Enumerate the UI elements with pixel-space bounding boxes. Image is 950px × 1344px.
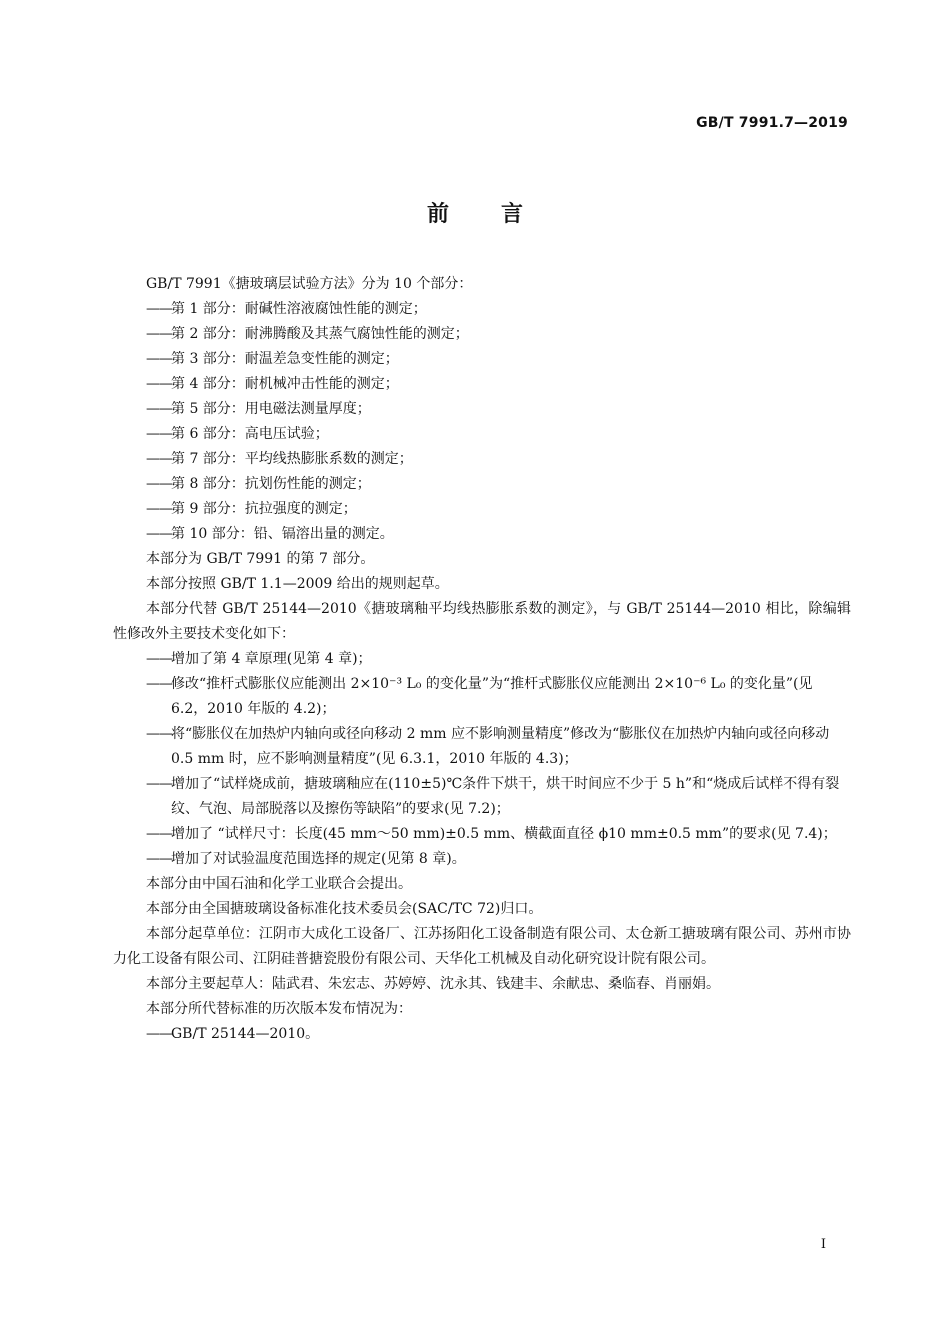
- dash-marker: ——: [146, 676, 172, 692]
- list-item-text: 第 6 部分：高电压试验；: [171, 426, 329, 442]
- dash-marker: ——: [146, 501, 172, 517]
- list-item: [113, 422, 851, 447]
- list-item: [113, 847, 851, 872]
- foreword-body: [113, 272, 851, 1047]
- dash-marker: ——: [146, 426, 172, 442]
- list-item: [113, 1022, 851, 1047]
- list-item-text: 增加了 “试样尺寸：长度(45 mm～50 mm)±0.5 mm、横截面直径 ϕ10 mm±0.5 mm”的要求(见 7.4)；: [171, 826, 837, 842]
- part-of-paragraph: 本部分为 GB/T 7991 的第 7 部分。: [146, 551, 375, 567]
- list-item: [113, 497, 851, 522]
- list-item-text: 第 1 部分：耐碱性溶液腐蚀性能的测定；: [171, 301, 427, 317]
- list-item-text: 第 10 部分：铅、镉溶出量的测定。: [171, 526, 394, 542]
- changes-list: [113, 647, 851, 872]
- history-intro-paragraph: 本部分所代替标准的历次版本发布情况为：: [146, 1001, 412, 1017]
- dash-marker: ——: [146, 476, 172, 492]
- list-item: [113, 322, 851, 347]
- dash-marker: ——: [146, 726, 172, 742]
- list-item: [113, 722, 851, 772]
- drafting-units-paragraph: 本部分起草单位：江阴市大成化工设备厂、江苏扬阳化工设备制造有限公司、太仓新工搪玻璃有限公司、苏州市协力化工设备有限公司、江阴硅普搪瓷股份有限公司、天华化工机械及自动化研究设计院有限公司。: [113, 926, 851, 967]
- dash-marker: ——: [146, 1026, 172, 1042]
- list-item: [113, 297, 851, 322]
- dash-marker: ——: [146, 326, 172, 342]
- parts-list: [113, 297, 851, 547]
- page-title: 前言: [426, 202, 575, 227]
- dash-marker: ——: [146, 301, 172, 317]
- list-item-text: 第 4 部分：耐机械冲击性能的测定；: [171, 376, 399, 392]
- intro-paragraph: GB/T 7991《搪玻璃层试验方法》分为 10 个部分：: [146, 276, 473, 292]
- list-item: [113, 472, 851, 497]
- dash-marker: ——: [146, 376, 172, 392]
- list-item: [113, 672, 851, 722]
- standard-code: GB/T 7991.7—2019: [696, 115, 848, 131]
- list-item-text: 第 8 部分：抗划伤性能的测定；: [171, 476, 371, 492]
- list-item: [113, 647, 851, 672]
- list-item-text: 第 3 部分：耐温差急变性能的测定；: [171, 351, 399, 367]
- dash-marker: ——: [146, 451, 172, 467]
- dash-marker: ——: [146, 401, 172, 417]
- proposed-by-paragraph: 本部分由中国石油和化学工业联合会提出。: [146, 876, 412, 892]
- history-list: [113, 1022, 851, 1047]
- list-item-text: GB/T 25144—2010。: [171, 1026, 320, 1042]
- dash-marker: ——: [146, 776, 172, 792]
- list-item: [113, 347, 851, 372]
- managed-by-paragraph: 本部分由全国搪玻璃设备标准化技术委员会(SAC/TC 72)归口。: [146, 901, 543, 917]
- list-item-text: 第 2 部分：耐沸腾酸及其蒸气腐蚀性能的测定；: [171, 326, 469, 342]
- list-item: [113, 372, 851, 397]
- dash-marker: ——: [146, 351, 172, 367]
- list-item-text: 将“膨胀仪在加热炉内轴向或径向移动 2 mm 应不影响测量精度”修改为“膨胀仪在加热炉内轴向或径向移动 0.5 mm 时，应不影响测量精度”(见 6.3.1，2010 年版的 4.3)；: [171, 726, 830, 767]
- drafters-paragraph: 本部分主要起草人：陆武君、朱宏志、苏婷婷、沈永其、钱建丰、余献忠、桑临春、肖丽娟。: [146, 976, 720, 992]
- list-item-text: 增加了“试样烧成前，搪玻璃釉应在(110±5)℃条件下烘干，烘干时间应不少于 5 h”和“烧成后试样不得有裂纹、气泡、局部脱落以及擦伤等缺陷”的要求(见 7.2)；: [171, 776, 840, 817]
- drafting-rules-paragraph: 本部分按照 GB/T 1.1—2009 给出的规则起草。: [146, 576, 449, 592]
- dash-marker: ——: [146, 651, 172, 667]
- replaces-paragraph: 本部分代替 GB/T 25144—2010《搪玻璃釉平均线热膨胀系数的测定》，与 GB/T 25144—2010 相比，除编辑性修改外主要技术变化如下：: [113, 601, 851, 642]
- list-item: [113, 772, 851, 822]
- list-item-text: 第 5 部分：用电磁法测量厚度；: [171, 401, 371, 417]
- list-item-text: 增加了对试验温度范围选择的规定(见第 8 章)。: [171, 851, 466, 867]
- list-item: [113, 447, 851, 472]
- list-item: [113, 822, 851, 847]
- page-number: I: [820, 1237, 826, 1252]
- list-item-text: 增加了第 4 章原理(见第 4 章)；: [171, 651, 372, 667]
- dash-marker: ——: [146, 851, 172, 867]
- list-item-text: 第 7 部分：平均线热膨胀系数的测定；: [171, 451, 413, 467]
- list-item: [113, 522, 851, 547]
- list-item: [113, 397, 851, 422]
- dash-marker: ——: [146, 826, 172, 842]
- list-item-text: 修改“推杆式膨胀仪应能测出 2×10⁻³ L₀ 的变化量”为“推杆式膨胀仪应能测出 2×10⁻⁶ L₀ 的变化量”(见 6.2，2010 年版的 4.2)；: [171, 676, 813, 717]
- list-item-text: 第 9 部分：抗拉强度的测定；: [171, 501, 357, 517]
- dash-marker: ——: [146, 526, 172, 542]
